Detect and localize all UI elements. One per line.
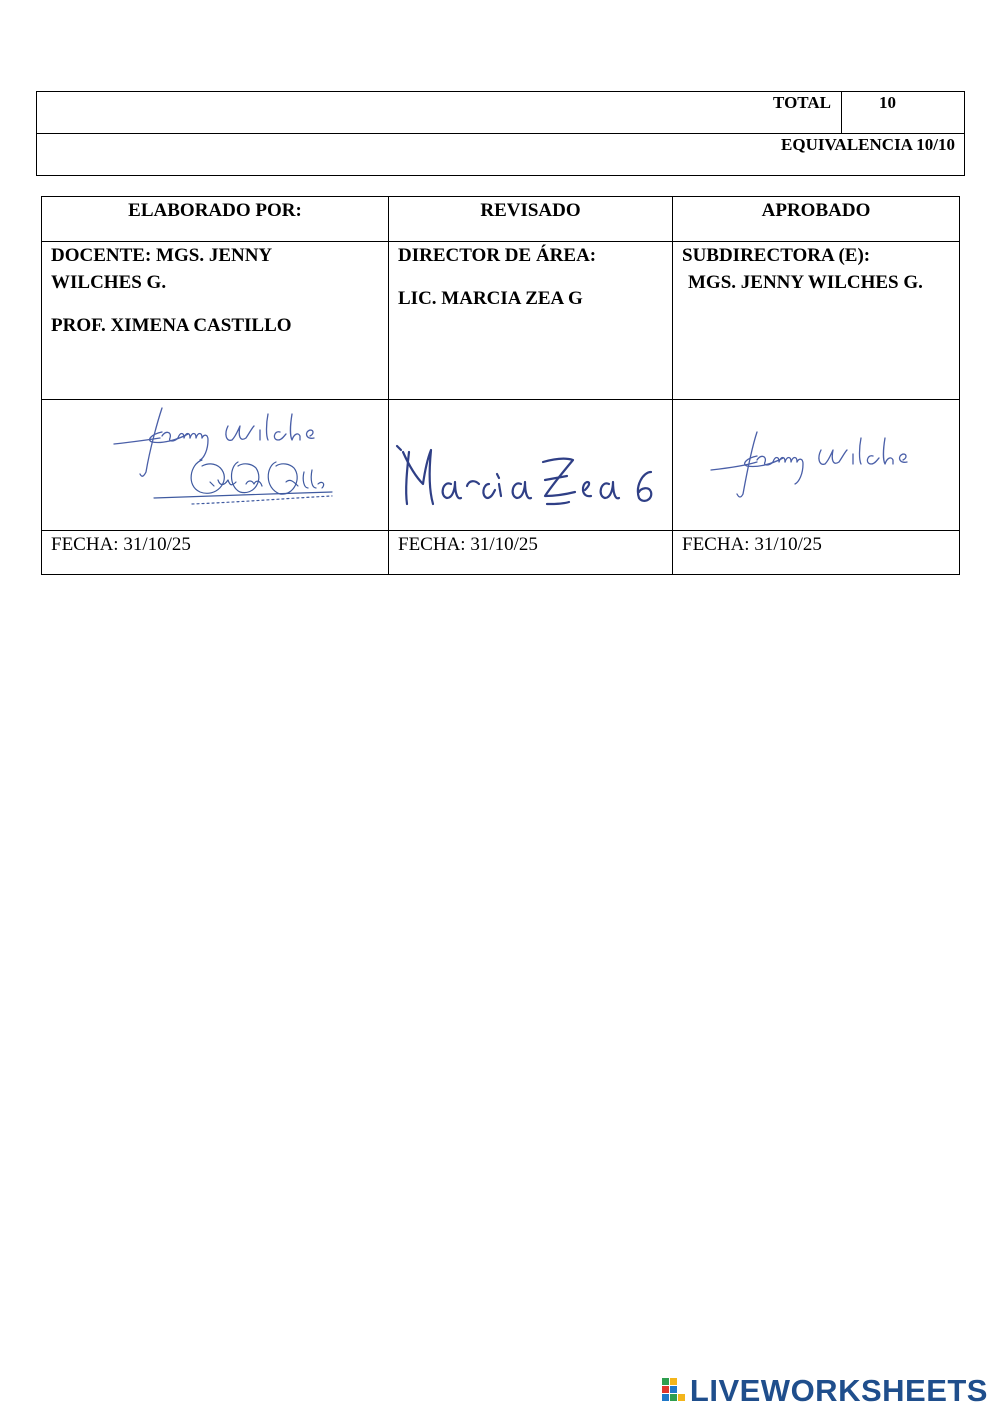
signature-jenny-ximena-image (42, 400, 388, 530)
header-elaborated: ELABORADO POR: (42, 197, 389, 242)
header-reviewed: REVISADO (389, 197, 673, 242)
liveworksheets-brand-text: LIVEWORKSHEETS (689, 1373, 988, 1408)
elaborated-line-3: PROF. XIMENA CASTILLO (51, 315, 292, 336)
signature-row (42, 400, 960, 531)
elaborated-line-2: WILCHES G. (51, 272, 167, 293)
liveworksheets-watermark (662, 1373, 988, 1409)
approved-signature-cell (673, 400, 960, 531)
header-approved: APROBADO (673, 197, 960, 242)
reviewed-date: FECHA: 31/10/25 (389, 531, 673, 575)
elaborated-names-cell (42, 242, 389, 400)
liveworksheets-logo-icon (662, 1378, 686, 1404)
approved-names-cell (673, 242, 960, 400)
reviewed-names-cell (389, 242, 673, 400)
total-label: TOTAL (37, 92, 842, 134)
approved-role: SUBDIRECTORA (E): (682, 245, 871, 266)
total-value: 10 (842, 92, 965, 134)
approval-table (41, 196, 960, 575)
approval-names-row (42, 242, 960, 400)
signature-marcia-zea-image (389, 400, 672, 530)
approved-date: FECHA: 31/10/25 (673, 531, 960, 575)
elaborated-signature-cell (42, 400, 389, 531)
elaborated-line-1: DOCENTE: MGS. JENNY (51, 245, 273, 266)
reviewed-signature-cell (389, 400, 673, 531)
reviewed-name: LIC. MARCIA ZEA G (398, 288, 583, 309)
signature-jenny-wilches-image (673, 400, 959, 530)
equivalence-label: EQUIVALENCIA 10/10 (37, 134, 965, 176)
elaborated-date: FECHA: 31/10/25 (42, 531, 389, 575)
reviewed-role: DIRECTOR DE ÁREA: (398, 245, 597, 266)
approval-date-row (42, 531, 960, 575)
total-table (36, 91, 965, 176)
approved-name: MGS. JENNY WILCHES G. (688, 272, 923, 293)
approval-header-row (42, 197, 960, 242)
